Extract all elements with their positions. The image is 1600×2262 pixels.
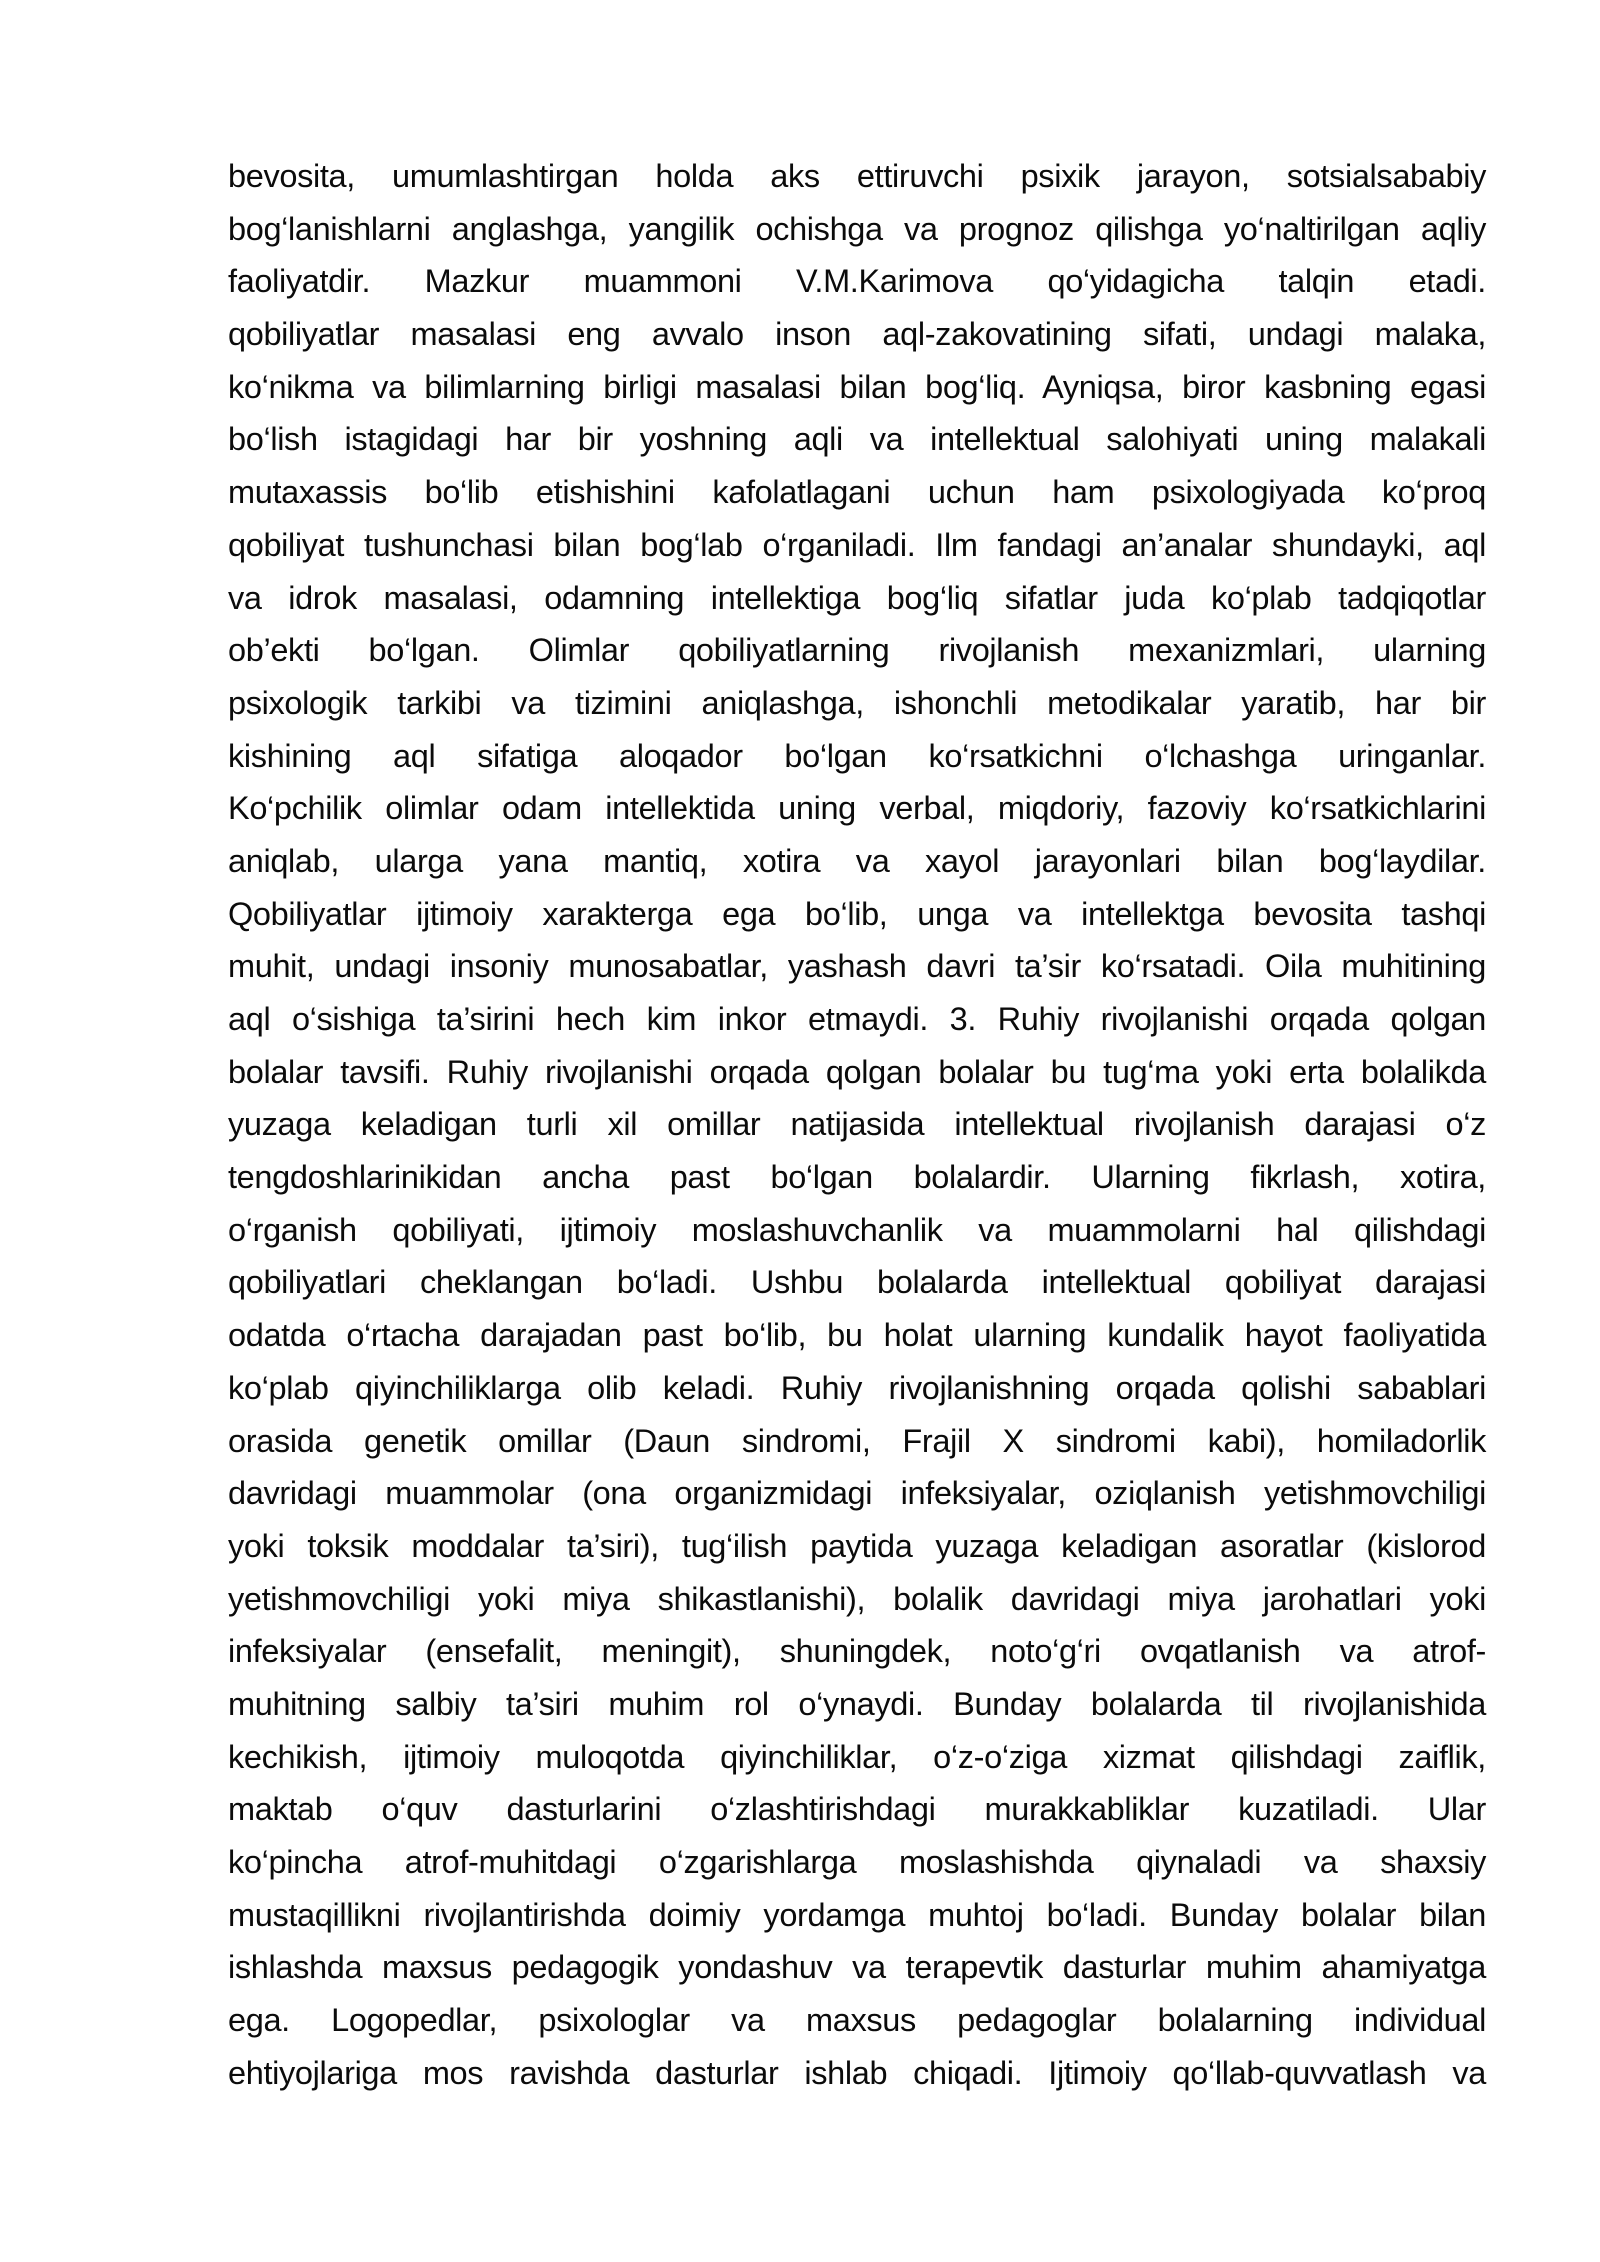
text-line: muhit, undagi insoniy munosabatlar, yashash davri ta’sir ko‘rsatadi. Oila muhitining bbox=[228, 948, 1486, 985]
text-line: infeksiyalar (ensefalit, meningit), shuningdek, noto‘g‘ri ovqatlanish va atrof- bbox=[228, 1633, 1486, 1670]
text-line: yoki toksik moddalar ta’siri), tug‘ilish paytida yuzaga keladigan asoratlar (kislorod bbox=[228, 1527, 1486, 1564]
text-line: bo‘lish istagidagi har bir yoshning aqli va intellektual salohiyati uning malakali bbox=[228, 421, 1486, 458]
text-line: ob’ekti bo‘lgan. Olimlar qobiliyatlarning rivojlanish mexanizmlari, ularning bbox=[228, 632, 1486, 669]
text-line: odatda o‘rtacha darajadan past bo‘lib, bu holat ularning kundalik hayot faoliyatida bbox=[228, 1317, 1486, 1354]
text-line: Ko‘pchilik olimlar odam intellektida uning verbal, miqdoriy, fazoviy ko‘rsatkichlarini bbox=[228, 790, 1486, 827]
text-line: davridagi muammolar (ona organizmidagi infeksiyalar, oziqlanish yetishmovchiligi bbox=[228, 1475, 1486, 1512]
text-line: tengdoshlarinikidan ancha past bo‘lgan bolalardir. Ularning fikrlash, xotira, bbox=[228, 1159, 1486, 1196]
text-line: ehtiyojlariga mos ravishda dasturlar ishlab chiqadi. Ijtimoiy qo‘llab-quvvatlash va bbox=[228, 2054, 1486, 2091]
text-line: maktab o‘quv dasturlarini o‘zlashtirishdagi murakkabliklar kuzatiladi. Ular bbox=[228, 1791, 1486, 1828]
text-line: bolalar tavsifi. Ruhiy rivojlanishi orqada qolgan bolalar bu tug‘ma yoki erta bolalikda bbox=[228, 1053, 1486, 1090]
text-line: ega. Logopedlar, psixologlar va maxsus pedagoglar bolalarning individual bbox=[228, 2002, 1486, 2039]
text-line: aniqlab, ularga yana mantiq, xotira va xayol jarayonlari bilan bog‘laydilar. bbox=[228, 842, 1486, 879]
text-line: qobiliyatlar masalasi eng avvalo inson aql-zakovatining sifati, undagi malaka, bbox=[228, 316, 1486, 353]
text-line: bog‘lanishlarni anglashga, yangilik ochishga va prognoz qilishga yo‘naltirilgan aqliy bbox=[228, 210, 1486, 247]
text-line: ko‘nikma va bilimlarning birligi masalasi bilan bog‘liq. Ayniqsa, biror kasbning egasi bbox=[228, 368, 1486, 405]
text-line: mutaxassis bo‘lib etishishini kafolatlagani uchun ham psixologiyada ko‘proq bbox=[228, 474, 1486, 511]
text-line: faoliyatdir. Mazkur muammoni V.M.Karimova qo‘yidagicha talqin etadi. bbox=[228, 263, 1486, 300]
text-line: ishlashda maxsus pedagogik yondashuv va terapevtik dasturlar muhim ahamiyatga bbox=[228, 1949, 1486, 1986]
text-line: yetishmovchiligi yoki miya shikastlanishi), bolalik davridagi miya jarohatlari yoki bbox=[228, 1580, 1486, 1617]
document-text-block bbox=[228, 150, 1486, 2099]
text-line: psixologik tarkibi va tizimini aniqlashga, ishonchli metodikalar yaratib, har bir bbox=[228, 684, 1486, 721]
text-line: muhitning salbiy ta’siri muhim rol o‘ynaydi. Bunday bolalarda til rivojlanishida bbox=[228, 1685, 1486, 1722]
text-line: qobiliyatlari cheklangan bo‘ladi. Ushbu bolalarda intellektual qobiliyat darajasi bbox=[228, 1264, 1486, 1301]
text-line: qobiliyat tushunchasi bilan bog‘lab o‘rganiladi. Ilm fandagi an’analar shundayki, aql bbox=[228, 526, 1486, 563]
text-line: yuzaga keladigan turli xil omillar natijasida intellektual rivojlanish darajasi o‘z bbox=[228, 1106, 1486, 1143]
text-line: kechikish, ijtimoiy muloqotda qiyinchiliklar, o‘z-o‘ziga xizmat qilishdagi zaiflik, bbox=[228, 1738, 1486, 1775]
text-line: o‘rganish qobiliyati, ijtimoiy moslashuvchanlik va muammolarni hal qilishdagi bbox=[228, 1211, 1486, 1248]
text-line: bevosita, umumlashtirgan holda aks ettiruvchi psixik jarayon, sotsialsababiy bbox=[228, 158, 1486, 194]
text-line: Qobiliyatlar ijtimoiy xarakterga ega bo‘lib, unga va intellektga bevosita tashqi bbox=[228, 895, 1486, 932]
text-line: va idrok masalasi, odamning intellektiga bog‘liq sifatlar juda ko‘plab tadqiqotlar bbox=[228, 579, 1486, 616]
text-line: kishining aql sifatiga aloqador bo‘lgan ko‘rsatkichni o‘lchashga uringanlar. bbox=[228, 737, 1486, 774]
text-line: mustaqillikni rivojlantirishda doimiy yordamga muhtoj bo‘ladi. Bunday bolalar bilan bbox=[228, 1896, 1486, 1933]
text-line: ko‘pincha atrof-muhitdagi o‘zgarishlarga moslashishda qiynaladi va shaxsiy bbox=[228, 1844, 1486, 1880]
text-line: ko‘plab qiyinchiliklarga olib keladi. Ruhiy rivojlanishning orqada qolishi sabablari bbox=[228, 1369, 1486, 1406]
text-line: aql o‘sishiga ta’sirini hech kim inkor etmaydi. 3. Ruhiy rivojlanishi orqada qolgan bbox=[228, 1001, 1486, 1037]
text-line: orasida genetik omillar (Daun sindromi, Frajil X sindromi kabi), homiladorlik bbox=[228, 1422, 1486, 1459]
